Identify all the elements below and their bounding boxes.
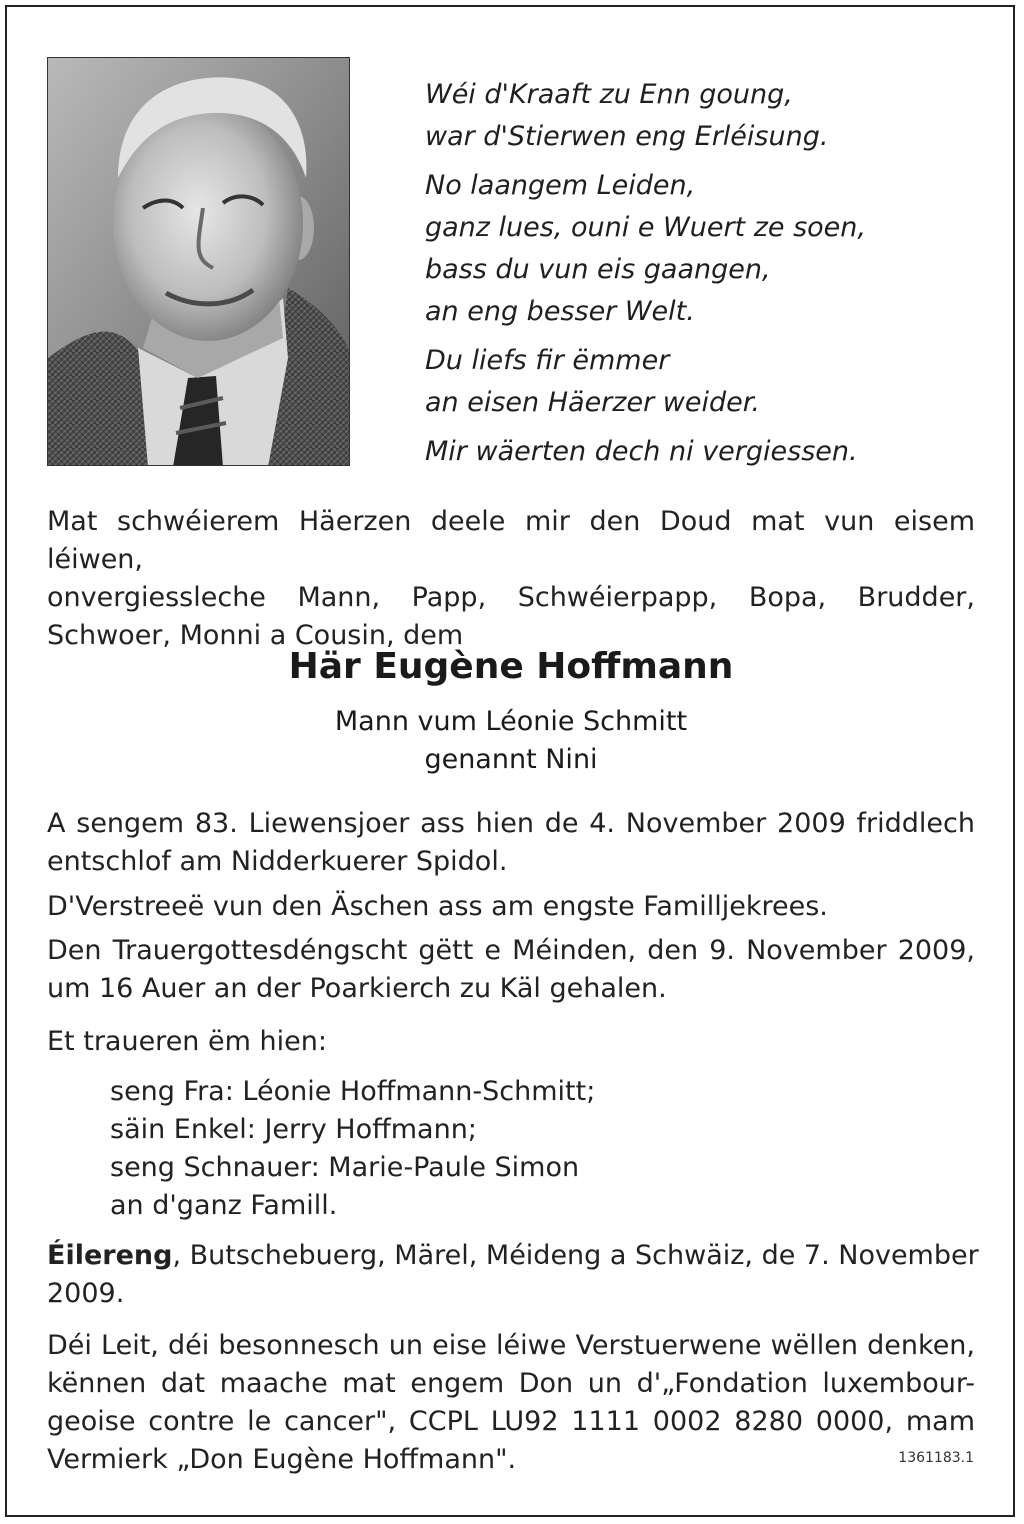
nickname-line: genannt Nini [424,744,598,775]
poem-line: war d'Stierwen eng Erléisung. [425,121,829,152]
ashes-line: D'Verstreeë vun den Äschen ass am engste Familljekrees. [47,891,828,922]
deceased-spouse [47,703,975,779]
poem-line: Mir wäerten dech ni vergiessen. [425,436,858,467]
mourner-item: seng Schnauer: Marie-Paule Simon [110,1152,580,1183]
mourner-item: an d'ganz Famill. [110,1190,338,1221]
service-paragraph [47,932,975,1008]
poem-line: an eisen Häerzer weider. [425,387,760,418]
portrait-illustration [48,58,350,466]
intro-line: Mat schwéierem Häerzen deele mir den Doud mat vun eisem léiwen, [47,506,975,575]
poem-stanza-3 [425,340,985,424]
poem-line: Wéi d'Kraaft zu Enn goung, [425,79,793,110]
poem-line: an eng besser Welt. [425,296,695,327]
donation-line: Vermierk „Don Eugène Hoffmann". [47,1444,517,1475]
poem-line: ganz lues, ouni e Wuert ze soen, [425,212,866,243]
deceased-name: Här Eugène Hoffmann [288,646,734,687]
intro-line: onvergiessleche Mann, Papp, Schwéierpapp, Bopa, Brudder, [47,582,975,613]
ashes-paragraph [47,888,975,926]
mourner-item: säin Enkel: Jerry Hoffmann; [110,1114,477,1145]
donation-line: Déi Leit, déi besonnesch un eise léiwe Verstuerwene wëllen denken, [47,1330,975,1361]
poem-line: No laangem Leiden, [425,170,696,201]
intro-line: Schwoer, Monni a Cousin, dem [47,620,464,651]
poem-line: bass du vun eis gaangen, [425,254,771,285]
place-date [47,1237,979,1313]
mourn-intro [47,1023,975,1061]
poem [425,74,985,480]
donation-paragraph [47,1327,975,1479]
death-line: A sengem 83. Liewensjoer ass hien de 4. November 2009 friddlech [47,808,975,839]
mourn-intro-line: Et traueren ëm hien: [47,1026,327,1057]
portrait-photo [47,57,350,466]
service-line: Den Trauergottesdéngscht gëtt e Méinden, den 9. November 2009, [47,935,975,966]
donation-line: kënnen dat maache mat engem Don un d'„Fondation luxembour- [47,1368,975,1399]
service-line: um 16 Auer an der Poarkierch zu Käl gehalen. [47,973,667,1004]
mourner-item: seng Fra: Léonie Hoffmann-Schmitt; [110,1076,596,1107]
reference-number: 1361183.1 [898,1450,974,1466]
death-line: entschlof am Nidderkuerer Spidol. [47,846,508,877]
place-name: Éilereng [47,1240,173,1271]
poem-stanza-2 [425,165,985,333]
death-paragraph [47,805,975,881]
donation-line: geoise contre le cancer", CCPL LU92 1111 0002 8280 0000, mam [47,1406,975,1437]
poem-stanza-1 [425,74,985,158]
place-date-year: 2009. [47,1278,125,1309]
place-date-line [47,1237,979,1275]
mourners-list [110,1073,595,1225]
poem-line: Du liefs fir ëmmer [425,345,670,376]
intro-paragraph [47,503,975,655]
place-date-rest: , Butschebuerg, Märel, Méideng a Schwäiz, de 7. November [172,1240,979,1271]
poem-stanza-4 [425,431,985,473]
spouse-line: Mann vum Léonie Schmitt [334,706,688,737]
